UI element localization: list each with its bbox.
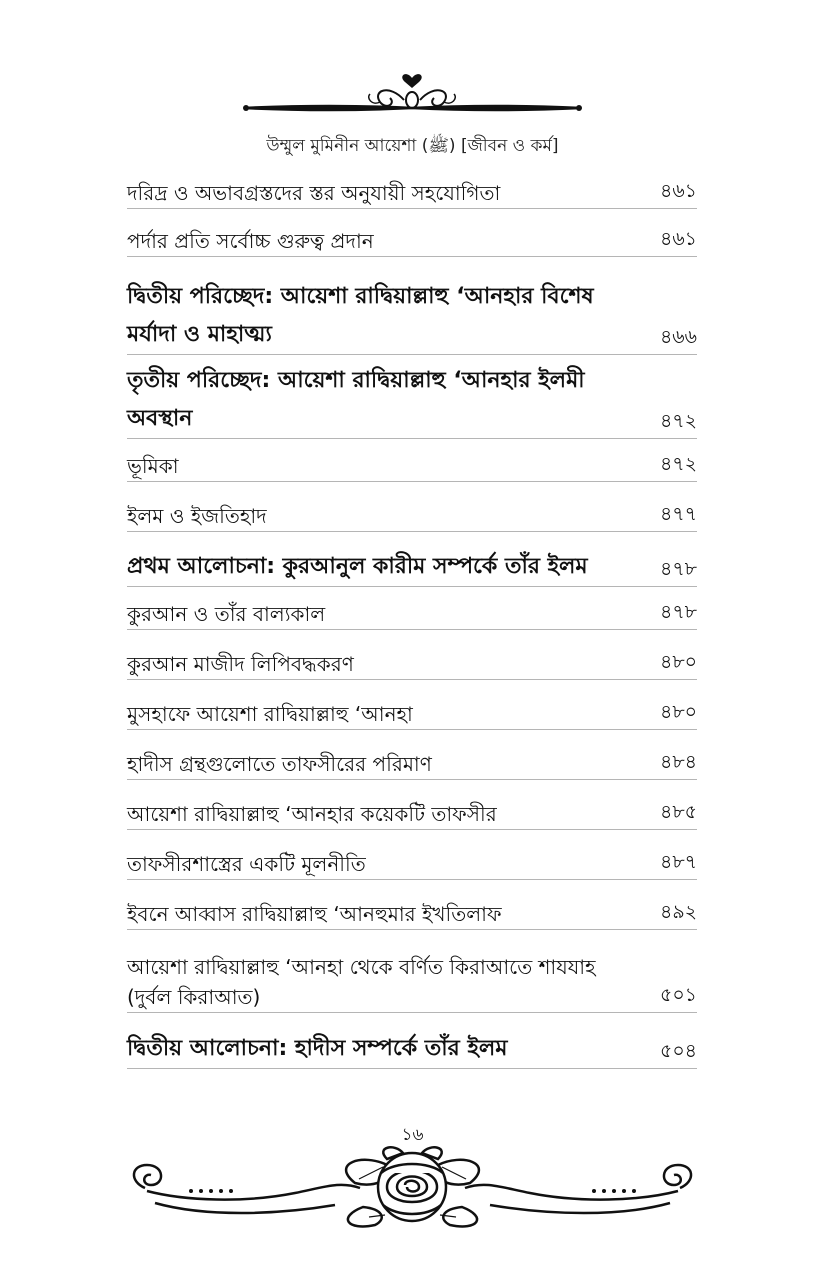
toc-entry-title: পর্দার প্রতি সর্বোচ্চ গুরুত্ব প্রদান [127,229,374,253]
toc-entry-page: ৫০৪ [659,1040,697,1062]
toc-entry [127,930,697,1013]
toc-entry [127,630,697,680]
page-number: ১৬ [401,1125,424,1145]
table-of-contents [127,163,697,1069]
toc-entry-page: ৪৬৬ [659,326,697,348]
toc-entry [127,355,697,439]
toc-entry-title: আয়েশা রাদ্বিয়াল্লাহু ‘আনহা থেকে বর্ণিত কিরাআতে শাযযাহ (দুর্বল কিরাআত) [127,955,596,1009]
toc-entry-title: দ্বিতীয় পরিচ্ছেদ: আয়েশা রাদ্বিয়াল্লাহু ‘আনহার বিশেষ মর্যাদা ও মাহাত্ম্য [127,284,594,347]
toc-entry-page: ৪৭৭ [659,503,697,525]
toc-entry [127,163,697,209]
toc-entry [127,482,697,532]
toc-entry-page: ৪৭৮ [659,601,697,623]
toc-entry [127,730,697,780]
toc-entry-title: তৃতীয় পরিচ্ছেদ: আয়েশা রাদ্বিয়াল্লাহু ‘আনহার ইলমী অবস্থান [127,368,585,431]
running-head: উম্মুল মুমিনীন আয়েশা (ﷺ) [জীবন ও কর্ম] [266,136,559,156]
toc-entry-page: ৪৮৪ [660,751,697,773]
toc-entry-page: ৪৬১ [659,228,697,250]
toc-entry [127,880,697,930]
toc-entry-page: ৪৮০ [659,651,697,673]
toc-entry-title: কুরআন ও তাঁর বাল্যকাল [127,602,326,626]
toc-entry-title: হাদীস গ্রন্থগুলোতে তাফসীরের পরিমাণ [127,752,432,776]
toc-entry-title: প্রথম আলোচনা: কুরআনুল কারীম সম্পর্কে তাঁর ইলম [127,554,588,579]
toc-entry-page: ৪৮৭ [659,851,697,873]
toc-entry [127,830,697,880]
toc-entry-page: ৪৭৮ [659,558,697,580]
header-ornament [240,68,585,123]
toc-entry-title: কুরআন মাজীদ লিপিবদ্ধকরণ [127,652,354,676]
toc-entry [127,680,697,730]
toc-entry [127,532,697,587]
toc-entry-title: মুসহাফে আয়েশা রাদ্বিয়াল্লাহু ‘আনহা [127,702,413,726]
toc-entry [127,257,697,355]
toc-entry-title: ইবনে আব্বাস রাদ্বিয়াল্লাহু ‘আনহুমার ইখতিলাফ [127,902,502,926]
footer-ornament [125,1143,700,1235]
toc-entry-title: ইলম ও ইজতিহাদ [127,504,267,528]
toc-entry [127,439,697,482]
toc-entry-page: ৪৬১ [659,180,697,202]
toc-entry-title: আয়েশা রাদ্বিয়াল্লাহু ‘আনহার কয়েকটি তাফসীর [127,802,497,826]
toc-entry-page: ৪৮৫ [660,801,697,823]
toc-entry [127,209,697,257]
toc-entry-title: দ্বিতীয় আলোচনা: হাদীস সম্পর্কে তাঁর ইলম [127,1036,508,1061]
toc-entry-page: ৪৯২ [659,901,697,923]
toc-entry-title: ভূমিকা [127,454,179,478]
toc-entry [127,1013,697,1069]
toc-entry-page: ৪৭২ [659,410,697,432]
toc-entry-page: ৪৭২ [659,453,697,475]
toc-entry [127,587,697,630]
toc-entry-title: তাফসীরশাস্ত্রের একটি মূলনীতি [127,852,366,876]
toc-entry-title: দরিদ্র ও অভাবগ্রস্তদের স্তর অনুযায়ী সহযোগিতা [127,181,501,205]
toc-entry [127,780,697,830]
toc-entry-page: ৪৮০ [659,701,697,723]
toc-entry-page: ৫০১ [659,984,697,1006]
